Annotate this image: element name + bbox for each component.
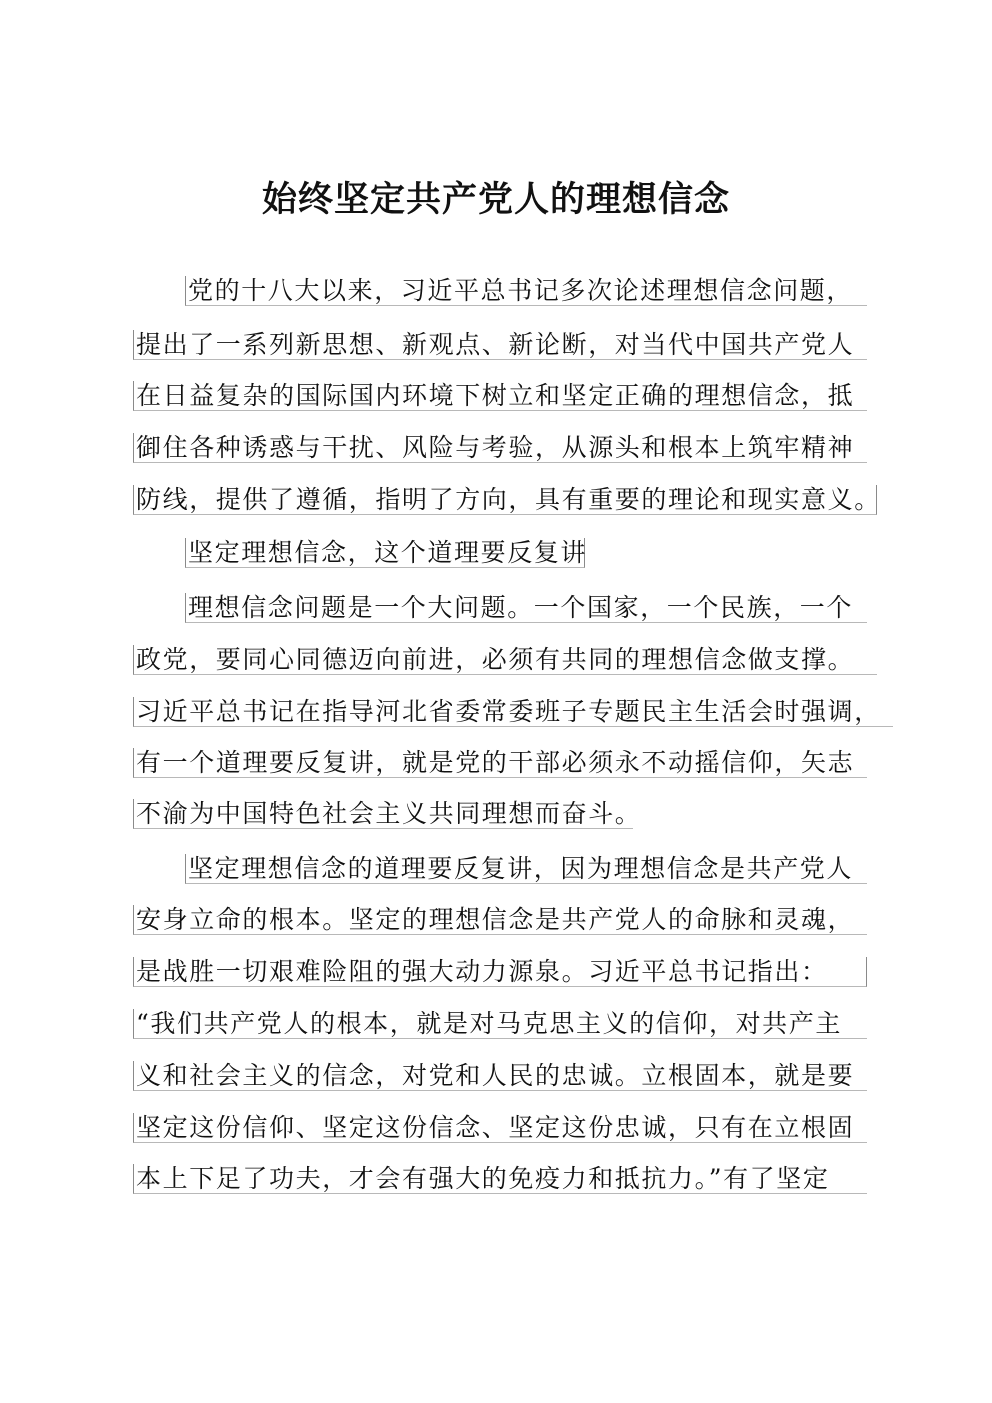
text-line: 安身立命的根本。坚定的理想信念是共产党人的命脉和灵魂， xyxy=(133,905,867,935)
text-line: 坚定理想信念的道理要反复讲，因为理想信念是共产党人 xyxy=(185,854,867,884)
text-line: 习近平总书记在指导河北省委常委班子专题民主生活会时强调， xyxy=(133,697,893,727)
text-line: “我们共产党人的根本，就是对马克思主义的信仰，对共产主 xyxy=(133,1009,867,1039)
section-heading: 坚定理想信念，这个道理要反复讲 xyxy=(185,538,585,568)
text-line: 不渝为中国特色社会主义共同理想而奋斗。 xyxy=(133,799,633,829)
text-line: 坚定这份信仰、坚定这份信念、坚定这份忠诚，只有在立根固 xyxy=(133,1113,867,1143)
text-line: 在日益复杂的国际国内环境下树立和坚定正确的理想信念，抵 xyxy=(133,381,867,411)
text-line: 义和社会主义的信念，对党和人民的忠诚。立根固本，就是要 xyxy=(133,1061,867,1091)
text-line: 党的十八大以来，习近平总书记多次论述理想信念问题， xyxy=(185,276,867,306)
text-line: 防线，提供了遵循，指明了方向，具有重要的理论和现实意义。 xyxy=(133,485,877,515)
text-line: 是战胜一切艰难险阻的强大动力源泉。习近平总书记指出： xyxy=(133,957,867,987)
text-line: 本上下足了功夫，才会有强大的免疫力和抵抗力。”有了坚定 xyxy=(133,1164,867,1194)
document-title: 始终坚定共产党人的理想信念 xyxy=(261,179,730,220)
text-line: 御住各种诱惑与干扰、风险与考验，从源头和根本上筑牢精神 xyxy=(133,433,867,463)
text-line: 有一个道理要反复讲，就是党的干部必须永不动摇信仰，矢志 xyxy=(133,748,867,778)
text-line: 理想信念问题是一个大问题。一个国家，一个民族，一个 xyxy=(185,593,867,623)
text-line: 提出了一系列新思想、新观点、新论断，对当代中国共产党人 xyxy=(133,330,867,360)
text-line: 政党，要同心同德迈向前进，必须有共同的理想信念做支撑。 xyxy=(133,645,877,675)
